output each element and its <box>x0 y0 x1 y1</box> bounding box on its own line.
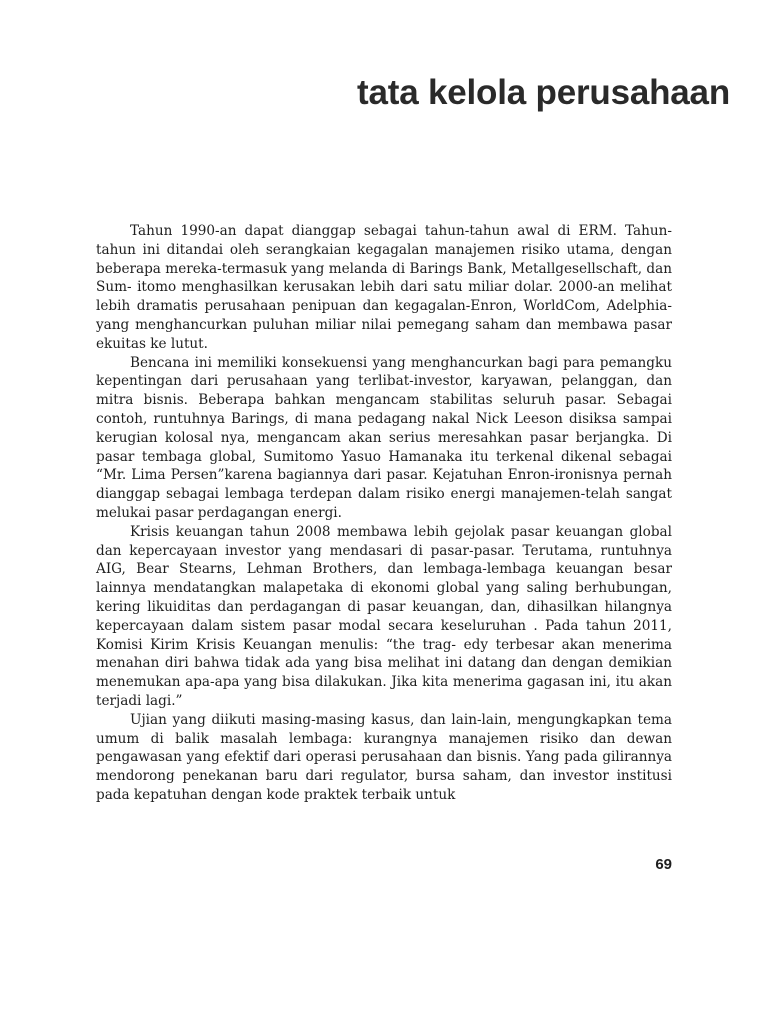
body-text <box>96 222 672 805</box>
paragraph-4: Ujian yang diikuti masing-masing kasus, dan lain-lain, mengungkapkan tema umum di balik masalah lembaga: kurangnya manajemen risiko dan dewan pengawasan yang efektif dari operasi perusahaan dan bisnis. Yang pada gilirannya mendorong penekanan baru dari regulator, bursa saham, dan investor institusi pada kepatuhan dengan kode praktek terbaik untuk <box>96 711 672 803</box>
page-number: 69 <box>655 856 672 873</box>
paragraph-3: Krisis keuangan tahun 2008 membawa lebih gejolak pasar keuangan global dan kepercayaan investor yang mendasari di pasar-pasar. Terutama, runtuhnya AIG, Bear Stearns, Lehman Brothers, dan lembaga-lembaga keuangan besar lainnya mendatangkan malapetaka di ekonomi global yang saling berhubungan, kering likuiditas dan perdagangan di pasar keuangan, dan, dihasilkan hilangnya kepercayaan dalam sistem pasar modal secara keseluruhan . Pada tahun 2011, Komisi Kirim Krisis Keuangan menulis: “the trag- edy terbesar akan menerima menahan diri bahwa tidak ada yang bisa melihat ini datang dan dengan demikian menemukan apa-apa yang bisa dilakukan. Jika kita menerima gagasan ini, itu akan terjadi lagi.” <box>96 523 672 709</box>
paragraph-1: Tahun 1990-an dapat dianggap sebagai tahun-tahun awal di ERM. Tahun-tahun ini ditandai oleh serangkaian kegagalan manajemen risiko utama, dengan beberapa mereka-termasuk yang melanda di Barings Bank, Metallgesellschaft, dan Sum- itomo menghasilkan kerusakan lebih dari satu miliar dolar. 2000-an melihat lebih dramatis perusahaan penipuan dan kegagalan-Enron, WorldCom, Adelphia-yang menghancurkan puluhan miliar nilai pemegang saham dan membawa pasar ekuitas ke lutut. <box>96 223 672 352</box>
paragraph-2: Bencana ini memiliki konsekuensi yang menghancurkan bagi para pemangku kepentingan dari perusahaan yang terlibat-investor, karyawan, pelanggan, dan mitra bisnis. Beberapa bahkan mengancam stabilitas seluruh pasar. Sebagai contoh, runtuhnya Barings, di mana pedagang nakal Nick Leeson disiksa sampai kerugian kolosal nya, mengancam akan serius meresahkan pasar berjangka. Di pasar tembaga global, Sumitomo Yasuo Hamanaka itu terkenal dikenal sebagai “Mr. Lima Persen”karena bagiannya dari pasar. Kejatuhan Enron-ironisnya pernah dianggap sebagai lembaga terdepan dalam risiko energi manajemen-telah sangat melukai pasar perdagangan energi. <box>96 354 672 521</box>
chapter-title: tata kelola perusahaan <box>357 73 730 112</box>
